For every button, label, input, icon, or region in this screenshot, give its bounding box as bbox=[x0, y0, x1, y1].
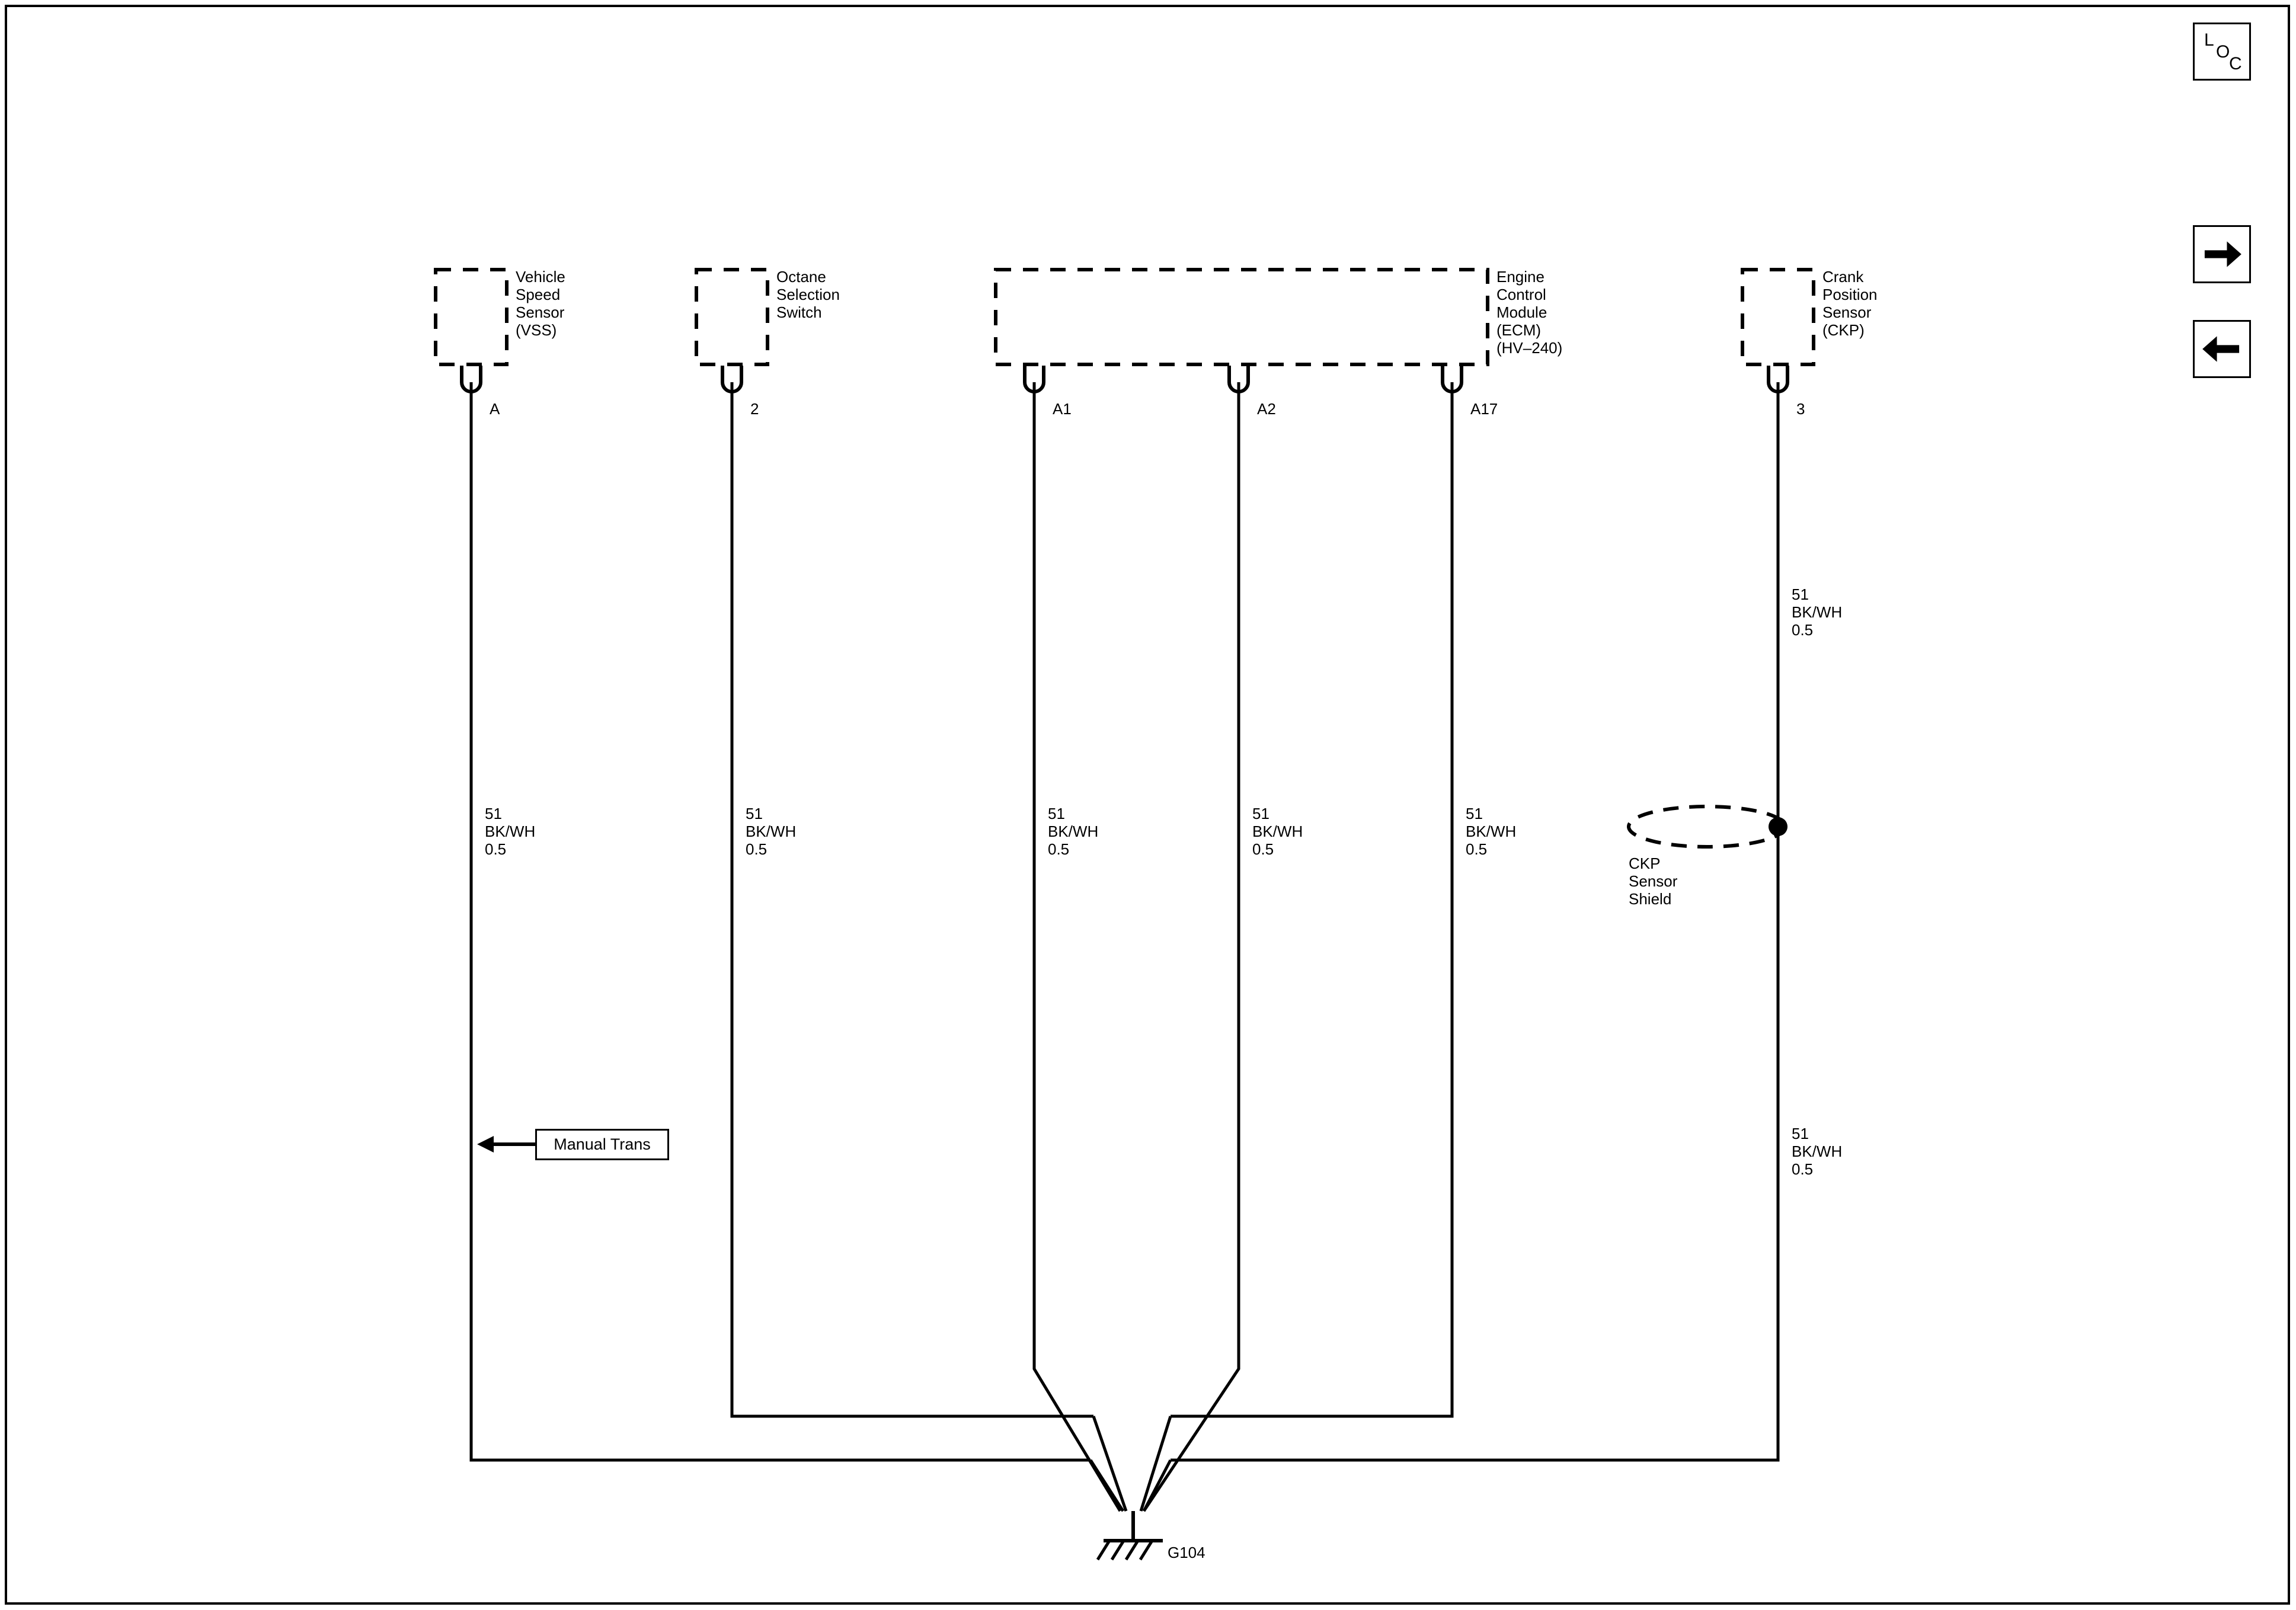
pin-label-ecm-a1: A1 bbox=[1053, 400, 1072, 418]
ground-hatch-2 bbox=[1112, 1541, 1124, 1560]
wire-converge-left-high bbox=[1093, 1416, 1126, 1511]
pin-label-ecm-a17: A17 bbox=[1470, 400, 1498, 418]
arrow-left-icon bbox=[2195, 322, 2249, 376]
arrow-right-icon bbox=[2195, 227, 2249, 281]
wire-ecm-a1 bbox=[1034, 382, 1120, 1511]
wire-converge-right-high bbox=[1141, 1416, 1171, 1511]
ground-label-g104: G104 bbox=[1168, 1544, 1205, 1561]
wire-label-ckp-lower: 51 BK/WH 0.5 bbox=[1792, 1125, 1843, 1178]
component-label-ckp: Crank Position Sensor (CKP) bbox=[1822, 268, 1878, 339]
ckp-sensor-shield-label: CKP Sensor Shield bbox=[1629, 854, 1678, 908]
next-page-button[interactable] bbox=[2193, 225, 2251, 283]
component-label-ecm: Engine Control Module (ECM) (HV–240) bbox=[1496, 268, 1563, 357]
manual-trans-callout: Manual Trans bbox=[535, 1129, 669, 1160]
connector-box-octane bbox=[696, 270, 768, 364]
wire-label-octane: 51 BK/WH 0.5 bbox=[746, 805, 797, 858]
component-label-vss: Vehicle Speed Sensor (VSS) bbox=[516, 268, 565, 339]
connector-box-vss bbox=[436, 270, 507, 364]
pin-label-vss: A bbox=[490, 400, 500, 418]
shield-junction-node bbox=[1769, 817, 1787, 836]
wire-octane bbox=[732, 382, 1093, 1416]
pin-label-ckp: 3 bbox=[1796, 400, 1805, 418]
wire-label-vss: 51 BK/WH 0.5 bbox=[485, 805, 536, 858]
wire-vss bbox=[471, 382, 1091, 1460]
pin-label-octane: 2 bbox=[750, 400, 759, 418]
component-label-octane: Octane Selection Switch bbox=[776, 268, 840, 321]
wire-label-ecm-a1: 51 BK/WH 0.5 bbox=[1048, 805, 1099, 858]
previous-page-button[interactable] bbox=[2193, 320, 2251, 378]
wire-ckp bbox=[1171, 382, 1778, 1460]
manual-trans-arrow-head bbox=[477, 1136, 494, 1153]
wire-ecm-a17 bbox=[1171, 382, 1452, 1416]
ground-hatch-1 bbox=[1098, 1541, 1109, 1560]
loc-letter-l: L bbox=[2204, 30, 2214, 50]
wire-label-ecm-a17: 51 BK/WH 0.5 bbox=[1466, 805, 1517, 858]
ckp-sensor-shield-ellipse bbox=[1629, 806, 1785, 847]
wire-label-ecm-a2: 51 BK/WH 0.5 bbox=[1252, 805, 1303, 858]
ground-hatch-3 bbox=[1126, 1541, 1138, 1560]
ground-hatch-4 bbox=[1140, 1541, 1152, 1560]
loc-button[interactable] bbox=[2193, 23, 2251, 81]
connector-box-ecm bbox=[996, 270, 1488, 364]
connector-box-ckp bbox=[1742, 270, 1814, 364]
wire-ecm-a2 bbox=[1144, 382, 1239, 1511]
loc-letter-c: C bbox=[2229, 54, 2242, 73]
pin-label-ecm-a2: A2 bbox=[1257, 400, 1276, 418]
wire-label-ckp-upper: 51 BK/WH 0.5 bbox=[1792, 585, 1843, 639]
loc-letter-o: O bbox=[2216, 42, 2230, 62]
